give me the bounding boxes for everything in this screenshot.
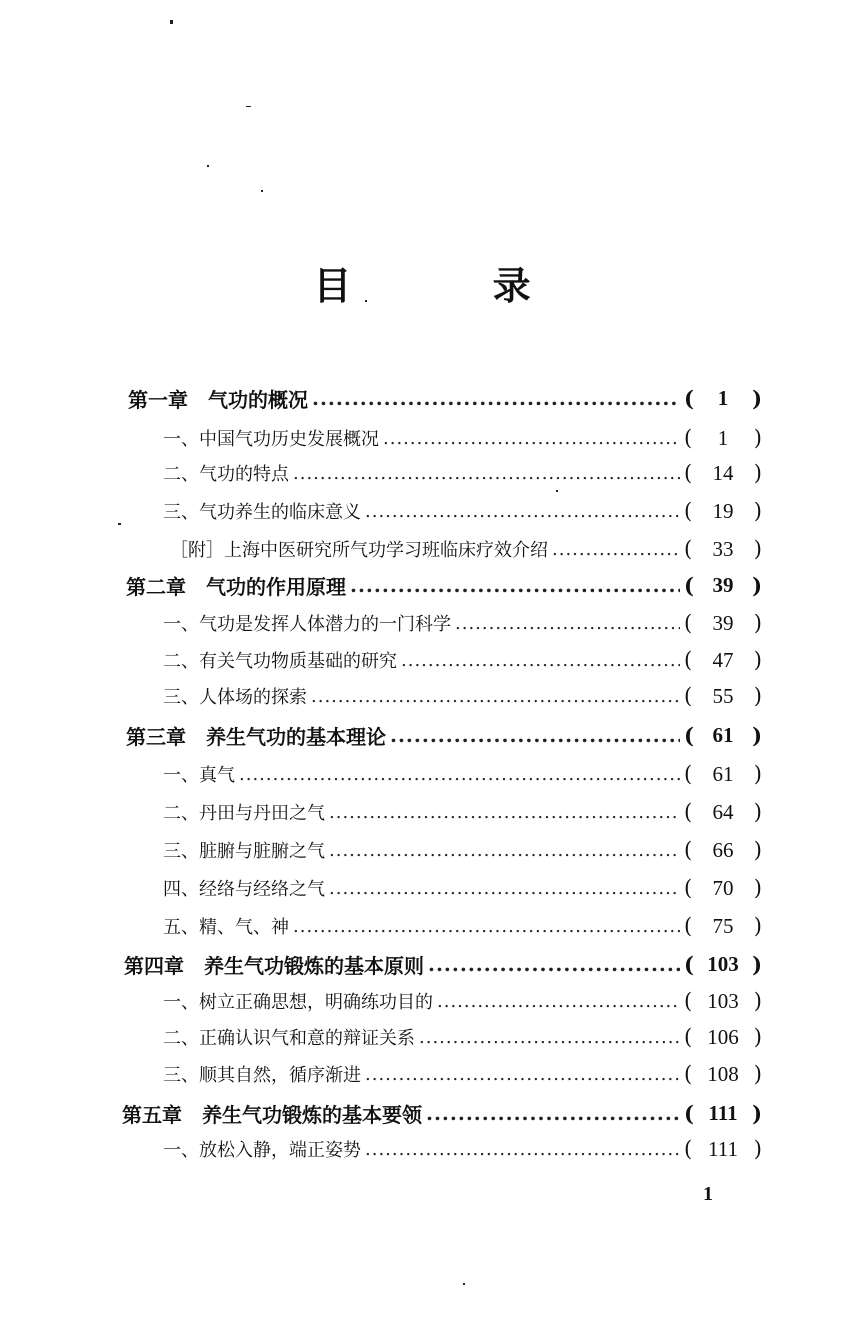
toc-entry-label: 三、人体场的探索 [163, 687, 307, 708]
page-ref [684, 1062, 762, 1087]
open-paren: ( [684, 461, 693, 485]
close-paren: ) [753, 914, 762, 938]
scan-speck [207, 165, 209, 167]
toc-page-number: 75 [712, 913, 734, 938]
toc-section-row[interactable] [163, 1131, 762, 1167]
close-paren: ) [753, 876, 762, 900]
toc-page-number: 106 [707, 1024, 739, 1049]
toc-section-row[interactable] [163, 908, 762, 944]
dot-leader [311, 686, 680, 707]
close-paren: ) [753, 838, 762, 862]
open-paren: ( [684, 762, 693, 786]
open-paren: ( [684, 572, 694, 598]
dot-leader [329, 878, 680, 899]
toc-entry-label: 一、树立正确思想，明确练功目的 [163, 992, 433, 1013]
toc-section-row[interactable] [163, 832, 762, 868]
toc-entry-label: 第五章 养生气功锻炼的基本要领 [122, 1102, 422, 1127]
close-paren: ) [752, 385, 762, 411]
open-paren: ( [684, 648, 693, 672]
page-ref [684, 989, 762, 1014]
dot-leader [401, 650, 680, 671]
toc-page-number: 19 [712, 498, 734, 523]
toc-page-number: 33 [712, 536, 734, 561]
toc-entry-label: 二、丹田与丹田之气 [163, 803, 325, 824]
dot-leader [455, 613, 680, 634]
toc-page-number: 1 [717, 425, 729, 450]
close-paren: ) [753, 684, 762, 708]
page-number: 1 [703, 1183, 713, 1205]
toc-section-row[interactable] [163, 605, 762, 641]
toc-entry-label: 二、正确认识气和意的辩证关系 [163, 1028, 415, 1049]
toc-section-row[interactable] [163, 455, 762, 491]
scan-speck [246, 106, 251, 107]
open-paren: ( [684, 499, 693, 523]
scan-speck [261, 190, 263, 192]
close-paren: ) [753, 1025, 762, 1049]
dot-leader [365, 1064, 680, 1085]
toc-section-row[interactable] [163, 493, 762, 529]
toc-chapter-row[interactable] [122, 1095, 762, 1131]
close-paren: ) [753, 800, 762, 824]
dot-leader [552, 539, 680, 560]
toc-page-number: 39 [712, 610, 734, 635]
scan-speck [170, 20, 173, 24]
close-paren: ) [753, 611, 762, 635]
open-paren: ( [684, 1025, 693, 1049]
page-ref [684, 838, 762, 863]
dot-leader [293, 916, 680, 937]
dot-leader [350, 573, 680, 597]
page-ref [684, 573, 762, 598]
page-ref [684, 537, 762, 562]
toc-entry-label: ［附］上海中医研究所气功学习班临床疗效介绍 [170, 540, 548, 561]
dot-leader [390, 723, 680, 747]
toc-section-row[interactable] [163, 642, 762, 678]
toc-chapter-row[interactable] [124, 946, 762, 982]
page-ref [684, 461, 762, 486]
page-ref [684, 1025, 762, 1050]
dot-leader [329, 840, 680, 861]
toc-entry-label: 第一章 气功的概况 [128, 387, 308, 412]
toc-entry-label: 三、顺其自然，循序渐进 [163, 1065, 361, 1086]
dot-leader [293, 463, 680, 484]
page-ref [684, 876, 762, 901]
dot-leader [426, 1101, 680, 1125]
dot-leader [329, 802, 680, 823]
toc-entry-label: 二、气功的特点 [163, 464, 289, 485]
open-paren: ( [684, 914, 693, 938]
toc-entry-label: 三、气功养生的临床意义 [163, 502, 361, 523]
close-paren: ) [753, 426, 762, 450]
open-paren: ( [684, 1100, 694, 1126]
toc-entry-label: 第三章 养生气功的基本理论 [126, 724, 386, 749]
page-ref [684, 648, 762, 673]
open-paren: ( [684, 537, 693, 561]
open-paren: ( [684, 1062, 693, 1086]
open-paren: ( [684, 951, 694, 977]
toc-section-row[interactable] [170, 531, 762, 567]
toc-chapter-row[interactable] [128, 380, 762, 416]
open-paren: ( [684, 684, 693, 708]
toc-page-number: 66 [712, 837, 734, 862]
dot-leader [239, 764, 680, 785]
dot-leader [365, 1139, 680, 1160]
toc-entry-label: 五、精、气、神 [163, 917, 289, 938]
close-paren: ) [752, 951, 762, 977]
toc-section-row[interactable] [163, 983, 762, 1019]
toc-chapter-row[interactable] [126, 717, 762, 753]
page-ref [684, 611, 762, 636]
open-paren: ( [684, 876, 693, 900]
dot-leader [383, 428, 680, 449]
close-paren: ) [753, 1062, 762, 1086]
page-ref [684, 1137, 762, 1162]
toc-page-number: 70 [712, 875, 734, 900]
toc-section-row[interactable] [163, 420, 762, 456]
open-paren: ( [684, 722, 694, 748]
toc-section-row[interactable] [163, 870, 762, 906]
toc-page-number: 61 [712, 761, 734, 786]
page-ref [684, 426, 762, 451]
toc-page-number: 103 [707, 988, 739, 1013]
close-paren: ) [753, 537, 762, 561]
toc-page-number: 47 [712, 647, 734, 672]
dot-leader [312, 386, 680, 410]
close-paren: ) [753, 989, 762, 1013]
page-ref [684, 723, 762, 748]
close-paren: ) [753, 762, 762, 786]
page-ref [684, 499, 762, 524]
toc-section-row[interactable] [163, 678, 762, 714]
toc-page-number: 108 [707, 1061, 739, 1086]
page-ref [684, 800, 762, 825]
toc-entry-label: 一、真气 [163, 765, 235, 786]
close-paren: ) [752, 722, 762, 748]
toc-page-number: 64 [712, 799, 734, 824]
toc-entry-label: 一、放松入静，端正姿势 [163, 1140, 361, 1161]
toc-section-row[interactable] [163, 1019, 762, 1055]
toc-entry-label: 二、有关气功物质基础的研究 [163, 651, 397, 672]
open-paren: ( [684, 800, 693, 824]
open-paren: ( [684, 989, 693, 1013]
toc-entry-label: 第四章 养生气功锻炼的基本原则 [124, 953, 424, 978]
dot-leader [419, 1027, 680, 1048]
scan-speck [463, 1283, 465, 1285]
open-paren: ( [684, 1137, 693, 1161]
dot-leader [365, 501, 680, 522]
toc-page-number: 39 [712, 572, 734, 597]
page-ref [684, 914, 762, 939]
page-ref [684, 1101, 762, 1126]
page-ref [684, 684, 762, 709]
close-paren: ) [752, 572, 762, 598]
toc-chapter-row[interactable] [126, 567, 762, 603]
toc-page-number: 111 [708, 1136, 738, 1161]
page-ref [684, 952, 762, 977]
open-paren: ( [684, 385, 694, 411]
close-paren: ) [753, 499, 762, 523]
toc-page-number: 1 [717, 385, 729, 410]
toc-page-number: 14 [712, 460, 734, 485]
toc-section-row[interactable] [163, 1056, 762, 1092]
toc-entry-label: 一、中国气功历史发展概况 [163, 429, 379, 450]
toc-entry-label: 四、经络与经络之气 [163, 879, 325, 900]
close-paren: ) [753, 648, 762, 672]
scan-speck [118, 523, 121, 525]
close-paren: ) [753, 1137, 762, 1161]
open-paren: ( [684, 611, 693, 635]
close-paren: ) [752, 1100, 762, 1126]
dot-leader [428, 952, 680, 976]
toc-entry-label: 一、气功是发挥人体潜力的一门科学 [163, 614, 451, 635]
open-paren: ( [684, 838, 693, 862]
page-ref [684, 386, 762, 411]
close-paren: ) [753, 461, 762, 485]
toc-entry-label: 三、脏腑与脏腑之气 [163, 841, 325, 862]
toc-page-number: 103 [707, 951, 739, 976]
toc-page-number: 61 [712, 722, 734, 747]
toc-section-row[interactable] [163, 756, 762, 792]
toc-page-number: 111 [708, 1100, 738, 1125]
dot-leader [437, 991, 680, 1012]
page-title: 目 录 [313, 264, 595, 308]
open-paren: ( [684, 426, 693, 450]
toc-section-row[interactable] [163, 794, 762, 830]
toc-page-number: 55 [712, 683, 734, 708]
toc-entry-label: 第二章 气功的作用原理 [126, 574, 346, 599]
page-ref [684, 762, 762, 787]
